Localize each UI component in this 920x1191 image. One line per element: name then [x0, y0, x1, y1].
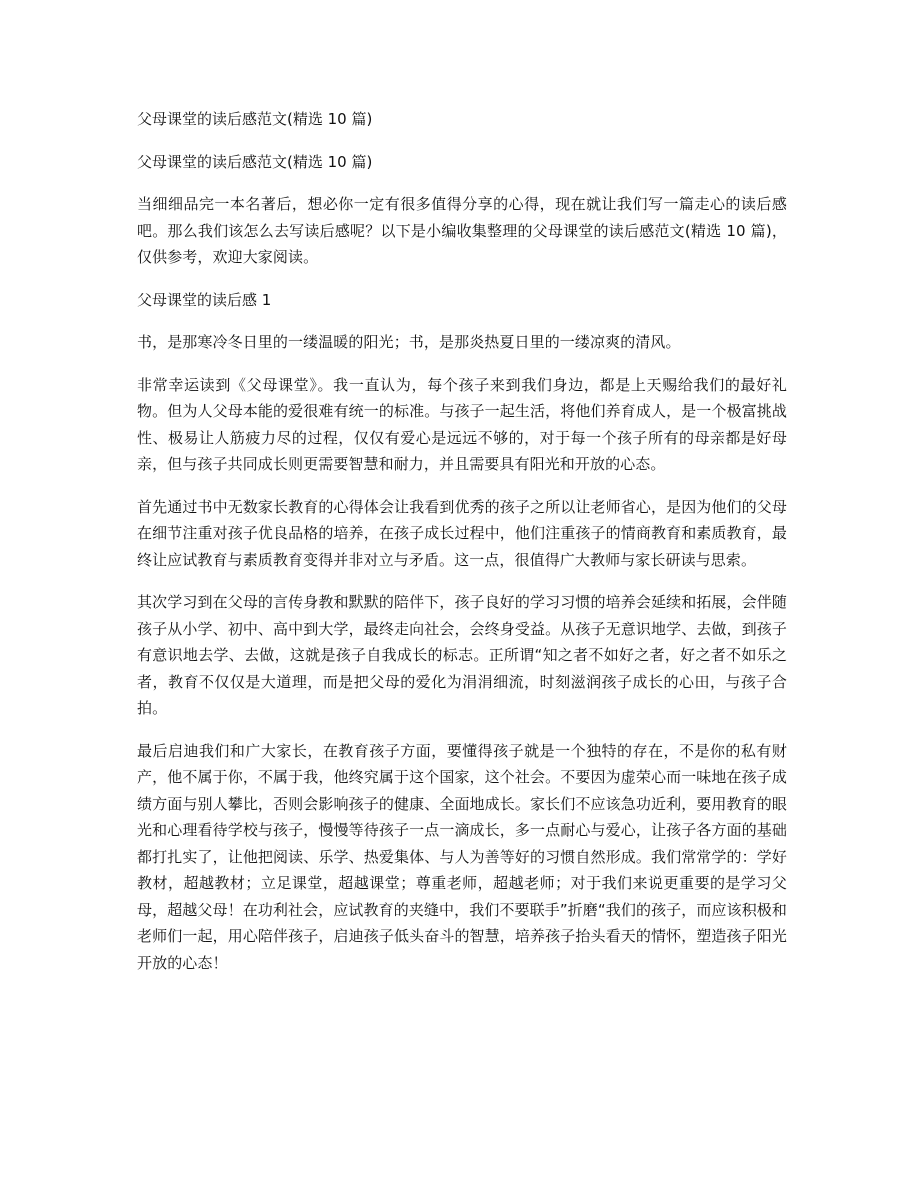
document-title: 父母课堂的读后感范文(精选 10 篇): [137, 110, 373, 128]
section-title: 父母课堂的读后感 1: [137, 290, 272, 309]
document-subtitle: 父母课堂的读后感范文(精选 10 篇): [137, 152, 373, 171]
intro-paragraph: 当细细品完一本名著后，想必你一定有很多值得分享的心得，现在就让我们写一篇走心的读后感吧。那么我们该怎么去写读后感呢？以下是小编收集整理的父母课堂的读后感范文(精选 10 篇)，仅供参考，欢迎大家阅读。: [137, 195, 787, 266]
body-paragraph: 非常幸运读到《父母课堂》。我一直认为，每个孩子来到我们身边，都是上天赐给我们的最好礼物。但为人父母本能的爱很难有统一的标准。与孩子一起生活，将他们养育成人，是一个极富挑战性、极易让人筋疲力尽的过程，仅仅有爱心是远远不够的，对于每一个孩子所有的母亲都是好母亲，但与孩子共同成长则更需要智慧和耐力，并且需要具有阳光和开放的心态。: [137, 375, 787, 473]
body-paragraph: 书，是那寒冷冬日里的一缕温暖的阳光；书，是那炎热夏日里的一缕凉爽的清风。: [137, 333, 681, 351]
body-paragraph: 其次学习到在父母的言传身教和默默的陪伴下，孩子良好的学习习惯的培养会延续和拓展，会伴随孩子从小学、初中、高中到大学，最终走向社会，会终身受益。从孩子无意识地学、去做，到孩子有意识地去学、去做，这就是孩子自我成长的标志。正所谓“知之者不如好之者，好之者不如乐之者，教育不仅仅是大道理，而是把父母的爱化为涓涓细流，时刻滋润孩子成长的心田，与孩子合拍。: [137, 593, 787, 717]
document-body: [137, 106, 787, 992]
body-paragraph: 最后启迪我们和广大家长，在教育孩子方面，要懂得孩子就是一个独特的存在，不是你的私有财产，他不属于你，不属于我，他终究属于这个国家，这个社会。不要因为虚荣心而一味地在孩子成绩方面与别人攀比，否则会影响孩子的健康、全面地成长。家长们不应该急功近利，要用教育的眼光和心理看待学校与孩子，慢慢等待孩子一点一滴成长，多一点耐心与爱心，让孩子各方面的基础都打扎实了，让他把阅读、乐学、热爱集体、与人为善等好的习惯自然形成。我们常常学的：学好教材，超越教材；立足课堂，超越课堂；尊重老师，超越老师；对于我们来说更重要的是学习父母，超越父母！在功利社会，应试教育的夹缝中，我们不要联手”折磨“我们的孩子，而应该积极和老师们一起，用心陪伴孩子，启迪孩子低头奋斗的智慧，培养孩子抬头看天的情怀，塑造孩子阳光开放的心态！: [137, 741, 787, 972]
body-paragraph: 首先通过书中无数家长教育的心得体会让我看到优秀的孩子之所以让老师省心，是因为他们的父母在细节注重对孩子优良品格的培养，在孩子成长过程中，他们注重孩子的情商教育和素质教育，最终让应试教育与素质教育变得并非对立与矛盾。这一点，很值得广大教师与家长研读与思索。: [137, 497, 787, 569]
